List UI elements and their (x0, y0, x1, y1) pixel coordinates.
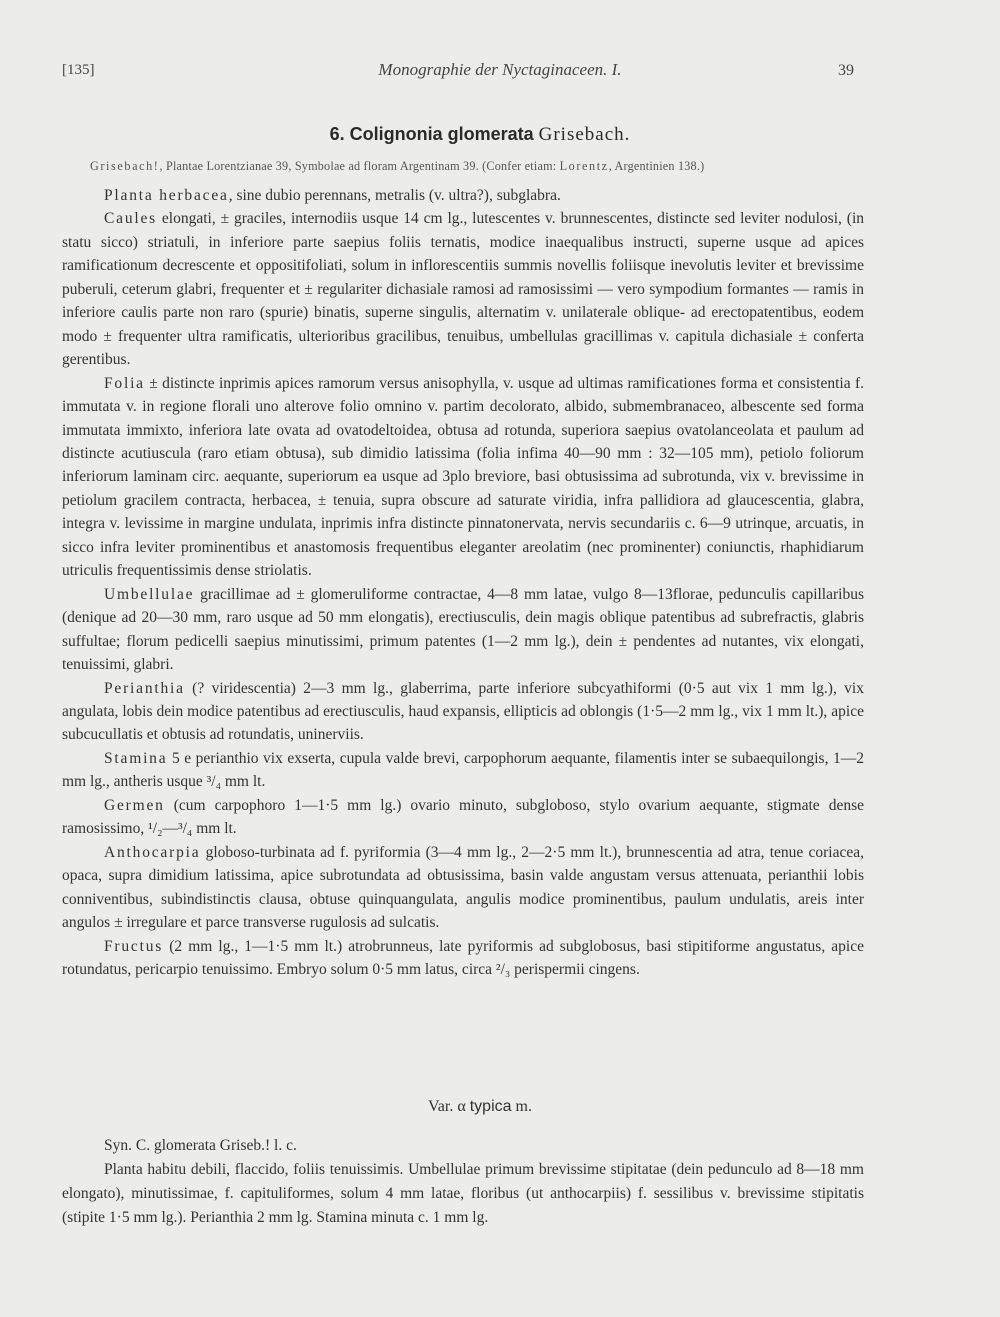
paragraph-fructus (62, 935, 864, 982)
paragraph-variety-habit: Planta habitu debili, flaccido, foliis tenuissimis. Umbellulae primum brevissime stipitatae (dein pedunculo ad 8—18 mm elongato), minutissimae, f. capituliformes, solum 4 mm latae, floribus (ut anthocarpiis) f. sessilibus v. brevissime stipitatis (stipite 1·5 mm lg.). Perianthia 2 mm lg. Stamina minuta c. 1 mm lg. (62, 1161, 864, 1226)
species-author: Grisebach. (538, 124, 631, 145)
paragraph-germen (62, 794, 864, 841)
section-label: Perianthia (104, 679, 185, 697)
section-label: Caules (104, 210, 157, 228)
paragraph-planta (62, 184, 864, 207)
section-text: globoso-turbinata ad f. pyriformia (3—4 mm lg., 2—2·5 mm lt.), brunnescentia ad atra, tenue coriacea, opaca, supra dimidium latissima, apice subrotundata ad obtusissima, basin valde angustam versus attenuata, perianthii lobis conniventibus, subindistinctis clausa, obtuse quinquangulata, angulis modice prominentibus, paulum undulatis, areis inter angulos ± irregulare et parce transverse rugulosis ad sulcatis. (62, 843, 864, 932)
section-text: , sine dubio perennans, metralis (v. ultra?), subglabra. (228, 187, 561, 204)
paragraph-perianthia (62, 677, 864, 747)
section-text: gracillimae ad ± glomeruliforme contractae, 4—8 mm latae, vulgo 8—13florae, pedunculis capillaribus (denique ad 20—30 mm, raro usque ad 50 mm elongatis), erectiusculis, dein magis oblique patentibus ad subrefractis, glabris suffultae; florum pedicelli saepius minutissimi, primum patentes (1—2 mm lg.), dein ± pendentes ad nutantes, vix elongati, tenuissimi, glabri. (62, 585, 864, 674)
species-title (0, 124, 960, 146)
running-title: Monographie der Nyctaginaceen. I. (378, 60, 622, 79)
paragraph-stamina (62, 747, 864, 794)
page-number: 39 (838, 62, 854, 79)
section-text: elongati, ± graciles, internodiis usque 14 cm lg., lutescentes v. brunnescentes, distincte sed leviter nodulosi, (in statu sicco) striatuli, in inferiore parte saepius foliis ternatis, modice inaequalibus instructi, superne usque ad apices ramificationum decrescente et oppositifoliati, solum in inflorescentiis summis novellis foliisque inevolutis leviter et brevissime puberuli, ceterum glabri, frequenter et ± regulariter dichasiale ramosi ad ramosissimi — vero sympodium formantes — ramis in inferiore caulis parte non raro (spurie) binatis, superne singulis, alternatim v. unilaterale oblique- ad erectopatentibus, eodem modo ± frequenter ultra ramificatis, ulterioribus gracilibus, tenuibus, umbellulas gracillimas v. capitula dichasiale ± conferta gerentibus. (62, 210, 864, 369)
paragraph-folia (62, 372, 864, 583)
literature-reference (90, 159, 890, 174)
reference-author-2: Lorentz (559, 159, 609, 173)
section-label: Planta herbacea (104, 187, 229, 204)
section-text: 5 e perianthio vix exserta, cupula valde brevi, carpophorum aequante, filamentis inter se subaequilongis, 1—2 mm lg., antheris usque ³/₄ mm lt. (62, 749, 864, 791)
reference-text: , Plantae Lorentzianae 39, Symbolae ad floram Argentinam 39. (Confer etiam: (159, 159, 560, 173)
paragraph-caules (62, 207, 864, 371)
section-text: ± distincte inprimis apices ramorum versus anisophylla, v. usque ad ultimas ramificationes forma et consistentia f. immutata v. in regione florali uno alterove folio omnino v. partim decolorato, albido, submembranaceo, albescente sed forma immutata immixto, inferiora late ovata ad ovatodeltoidea, obtusa ad rotunda, superiora saepius ovatolanceolata et paulum ad distincte acutiuscula (raro etiam obtusa), sub dimidio latissima (folia infima 40—90 mm : 32—105 mm), petiolo foliorum inferiorum laminam circ. aequante, superiorum ea usque ad 3plo breviore, basi obtusissima ad subrotunda, vix v. brevissime in petiolum gracilem contracta, herbacea, ± tenuia, supra obscure ad saturate viridia, infra pallidiora ad glaucescentia, glabra, integra v. levissime in margine undulata, inprimis infra distincte pinnatonervata, nervis secundariis c. 6—9 utrinque, arcuatis, in sicco infra leviter prominentibus et anastomosis frequentibus eleganter areolatim (nec prominenter) coniunctis, rhaphidiarum utriculis frequentissimis dense striolatis. (62, 374, 864, 580)
variety-prefix: Var. α (428, 1098, 466, 1115)
section-label: Folia (104, 374, 145, 392)
variety-description (62, 1134, 864, 1230)
section-label: Umbellulae (104, 585, 195, 603)
section-text: (? viridescentia) 2—3 mm lg., glaberrima, parte inferiore subcyathiformi (0·5 aut vix 1 mm lg.), vix angulata, lobis dein modice patentibus ad erectiusculis, haud expansis, ellipticis ad oblongis (1·5—2 mm lg., vix 1 mm lt.), apice subcucullatis et obtusis ad rotundatis, uninerviis. (62, 679, 864, 744)
section-label: Germen (104, 796, 165, 814)
species-description (62, 184, 864, 981)
paragraph-anthocarpia (62, 841, 864, 935)
paragraph-umbellulae (62, 583, 864, 677)
variety-heading (0, 1098, 960, 1116)
reference-author: Grisebach! (90, 159, 160, 173)
variety-suffix: m. (515, 1098, 532, 1115)
section-text: (2 mm lg., 1—1·5 mm lt.) atrobrunneus, late pyriformis ad subglobosus, basi stipitiforme angustatus, apice rotundatus, pericarpio tenuissimo. Embryo solum 0·5 mm latus, circa ²/₃ perispermii cingens. (62, 937, 864, 978)
section-label: Fructus (104, 937, 164, 955)
section-text: (cum carpophoro 1—1·5 mm lg.) ovario minuto, subgloboso, stylo ovarium aequante, stigmate dense ramosissimo, ¹/₂—³/₄ mm lt. (62, 796, 864, 838)
species-name: 6. Colignonia glomerata (329, 124, 534, 144)
section-label: Stamina (104, 749, 168, 767)
section-label: Anthocarpia (104, 843, 201, 861)
paragraph-synonym: Syn. C. glomerata Griseb.! l. c. (104, 1137, 297, 1154)
header-bracket-number: [135] (62, 62, 95, 78)
reference-text-2: , Argentinien 138.) (608, 159, 705, 173)
variety-name: typica (469, 1098, 512, 1115)
